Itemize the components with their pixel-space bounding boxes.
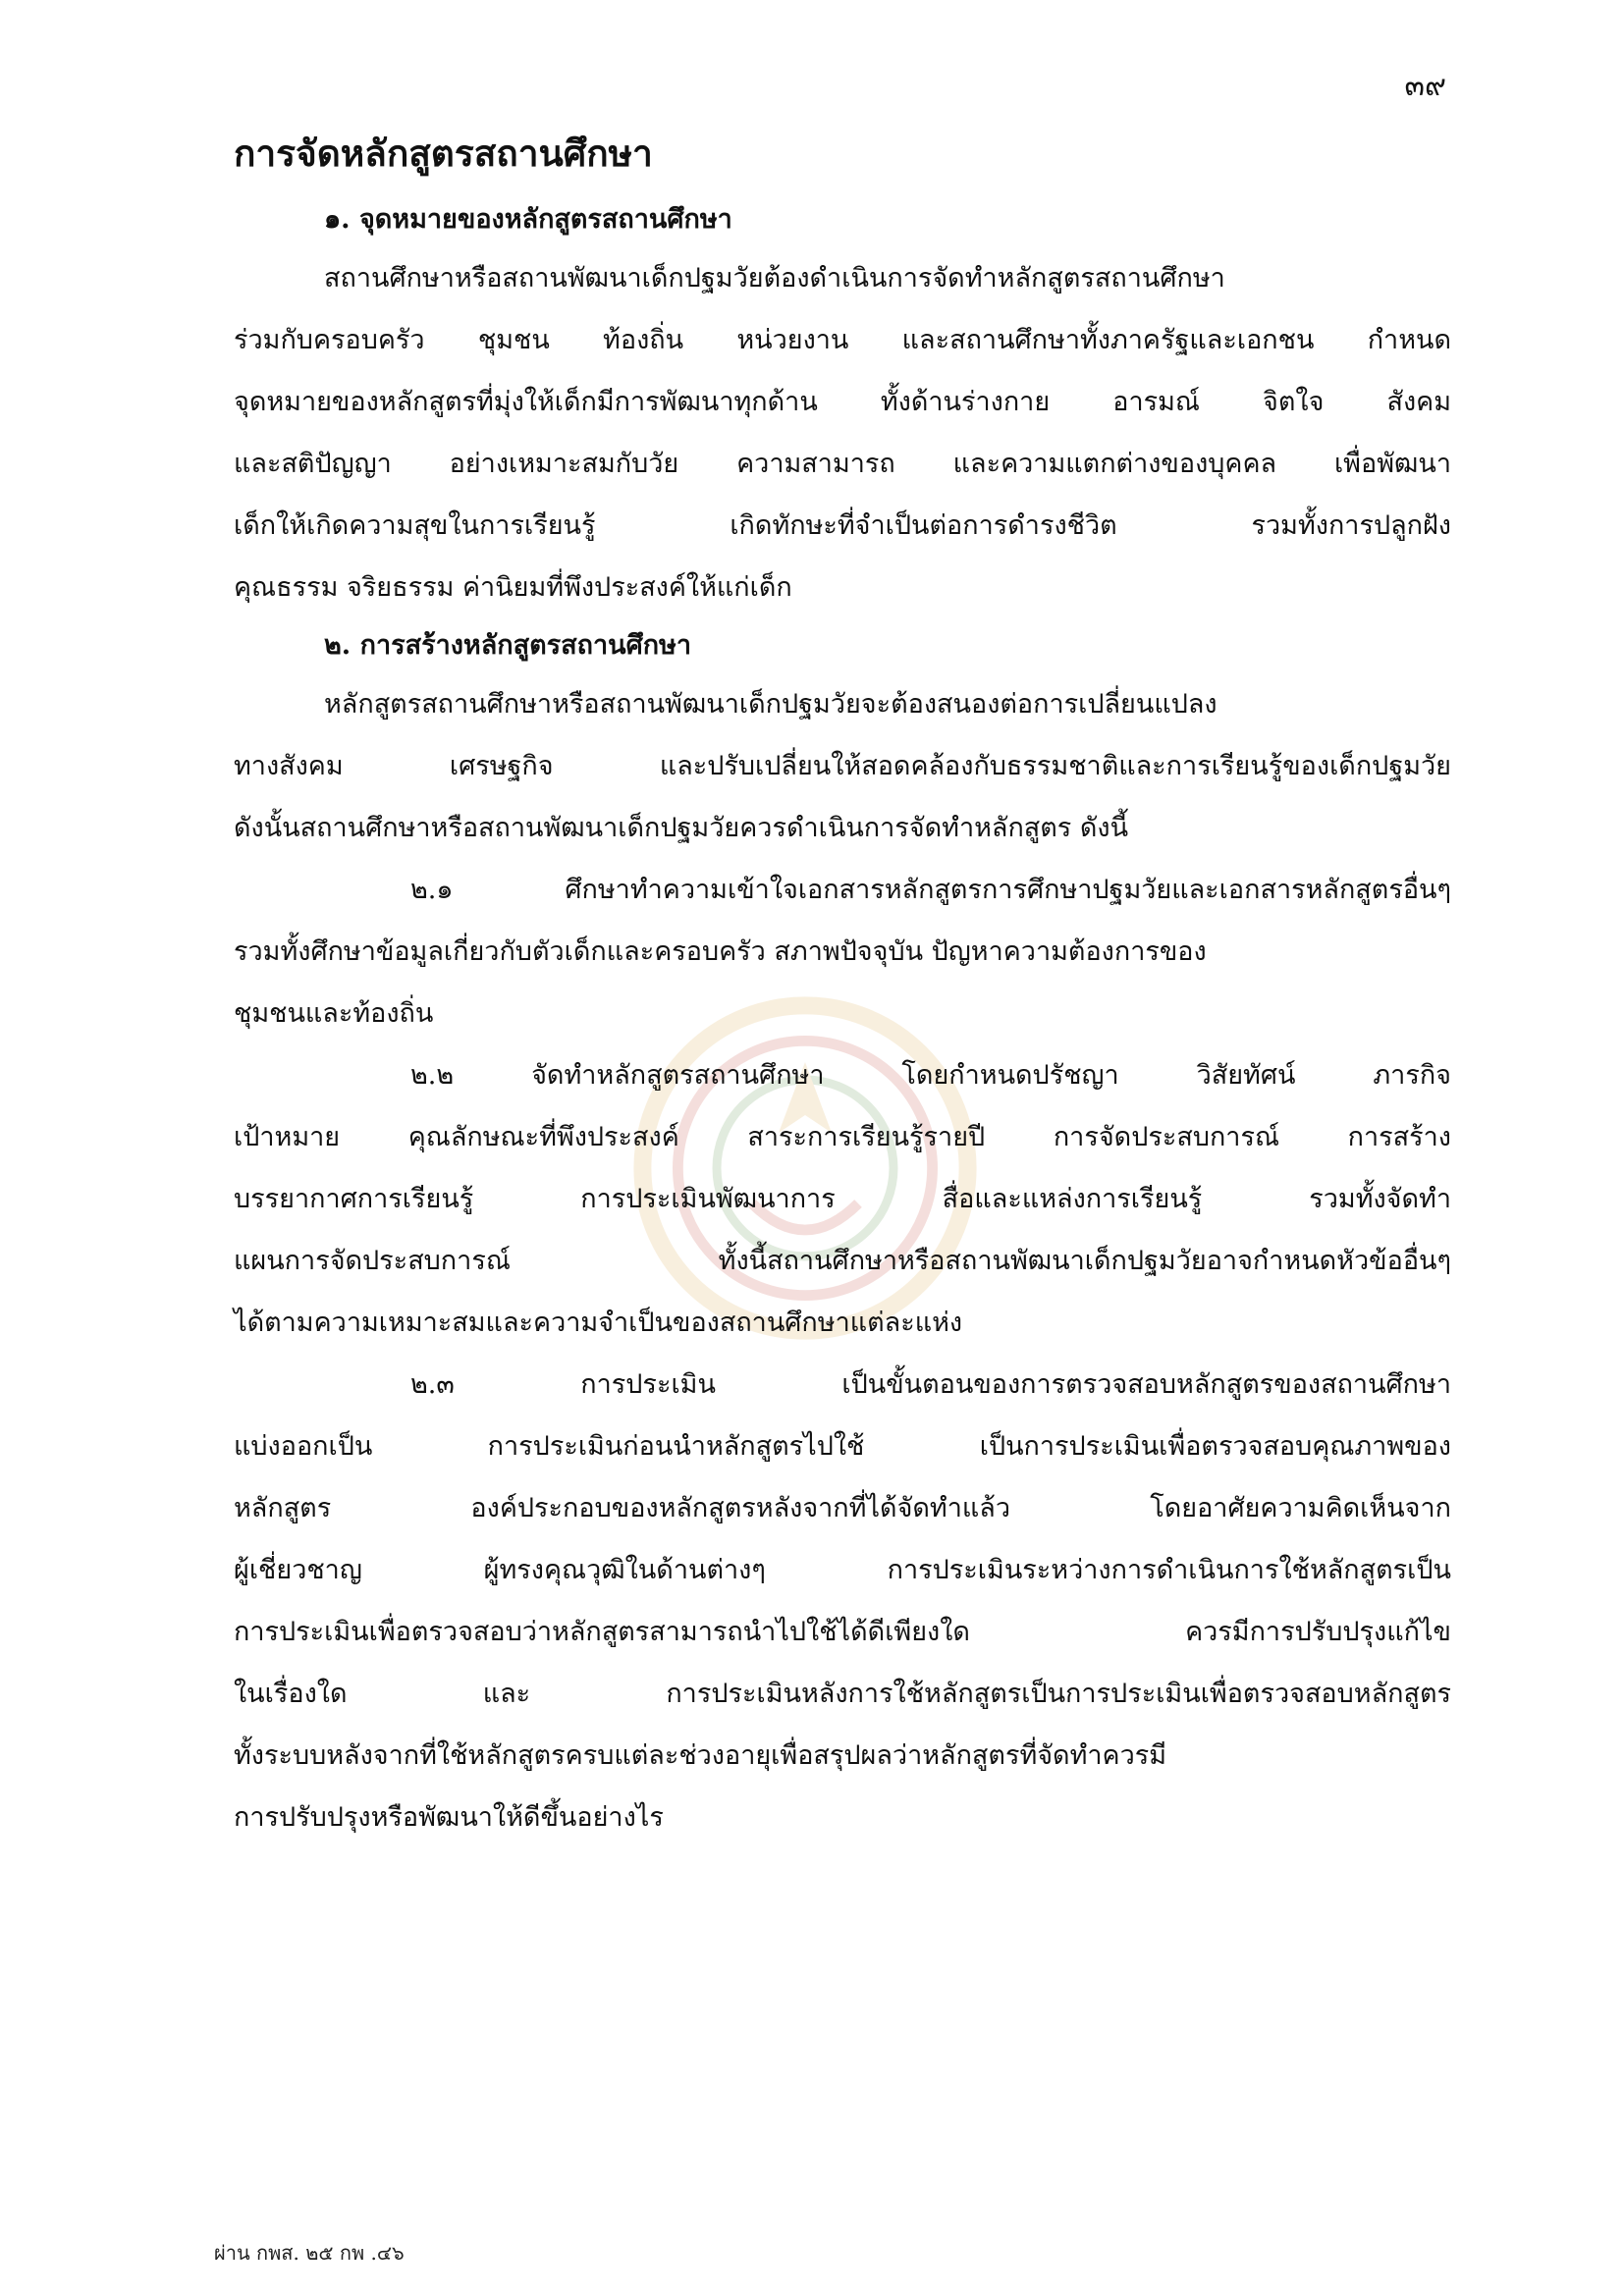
page-title: การจัดหลักสูตรสถานศึกษา — [234, 132, 653, 175]
paragraph-line: แผนการจัดประสบการณ์ ทั้งนี้สถานศึกษาหรือสถานพัฒนาเด็กปฐมวัยอาจกำหนดหัวข้ออื่นๆ — [234, 1246, 1451, 1276]
item-2-2 — [234, 1044, 1451, 1354]
paragraph-line: ๒.๓ การประเมิน เป็นขั้นตอนของการตรวจสอบหลักสูตรของสถานศึกษา — [410, 1369, 1451, 1400]
paragraph-line: เด็กให้เกิดความสุขในการเรียนรู้ เกิดทักษะที่จำเป็นต่อการดำรงชีวิต รวมทั้งการปลูกฝัง — [234, 510, 1451, 541]
document-body — [234, 126, 1451, 1848]
paragraph-line: ได้ตามความเหมาะสมและความจำเป็นของสถานศึกษาแต่ละแห่ง — [234, 1308, 963, 1338]
paragraph-line: ผู้เชี่ยวชาญ ผู้ทรงคุณวุฒิในด้านต่างๆ การประเมินระหว่างการดำเนินการใช้หลักสูตรเป็น — [234, 1555, 1451, 1585]
section-2-intro — [234, 673, 1451, 859]
paragraph-line: การปรับปรุงหรือพัฒนาให้ดีขึ้นอย่างไร — [234, 1802, 664, 1833]
paragraph-line: หลักสูตรสถานศึกษาหรือสถานพัฒนาเด็กปฐมวัยจะต้องสนองต่อการเปลี่ยนแปลง — [324, 689, 1217, 720]
item-2-3 — [234, 1354, 1451, 1848]
paragraph-line: สถานศึกษาหรือสถานพัฒนาเด็กปฐมวัยต้องดำเนินการจัดทำหลักสูตรสถานศึกษา — [324, 263, 1225, 294]
paragraph-line: คุณธรรม จริยธรรม ค่านิยมที่พึงประสงค์ให้แก่เด็ก — [234, 572, 792, 603]
paragraph-line: ทางสังคม เศรษฐกิจ และปรับเปลี่ยนให้สอดคล้องกับธรรมชาติและการเรียนรู้ของเด็กปฐมวัย — [234, 751, 1451, 781]
paragraph-line: ทั้งระบบหลังจากที่ใช้หลักสูตรครบแต่ละช่วงอายุเพื่อสรุปผลว่าหลักสูตรที่จัดทำควรมี — [234, 1740, 1167, 1771]
paragraph-line: ดังนั้นสถานศึกษาหรือสถานพัฒนาเด็กปฐมวัยควรดำเนินการจัดทำหลักสูตร ดังนี้ — [234, 813, 1129, 843]
paragraph-line: เป้าหมาย คุณลักษณะที่พึงประสงค์ สาระการเรียนรู้รายปี การจัดประสบการณ์ การสร้าง — [234, 1122, 1451, 1152]
paragraph-line: บรรยากาศการเรียนรู้ การประเมินพัฒนาการ สื่อและแหล่งการเรียนรู้ รวมทั้งจัดทำ — [234, 1184, 1451, 1214]
paragraph-line: ชุมชนและท้องถิ่น — [234, 998, 434, 1029]
item-2-1 — [234, 859, 1451, 1044]
footer-note: ผ่าน กพส. ๒๕ กพ .๔๖ — [214, 2241, 405, 2265]
paragraph-line: หลักสูตร องค์ประกอบของหลักสูตรหลังจากที่ได้จัดทำแล้ว โดยอาศัยความคิดเห็นจาก — [234, 1493, 1451, 1523]
section-2-title: ๒. การสร้างหลักสูตรสถานศึกษา — [324, 630, 692, 661]
paragraph-line: รวมทั้งศึกษาข้อมูลเกี่ยวกับตัวเด็กและครอบครัว สภาพปัจจุบัน ปัญหาความต้องการของ — [234, 936, 1207, 967]
page-number: ๓๙ — [1404, 69, 1446, 103]
paragraph-line: ร่วมกับครอบครัว ชุมชน ท้องถิ่น หน่วยงาน และสถานศึกษาทั้งภาครัฐและเอกชน กำหนด — [234, 325, 1451, 355]
paragraph-line: และสติปัญญา อย่างเหมาะสมกับวัย ความสามารถ และความแตกต่างของบุคคล เพื่อพัฒนา — [234, 449, 1451, 479]
paragraph-line: แบ่งออกเป็น การประเมินก่อนนำหลักสูตรไปใช้ เป็นการประเมินเพื่อตรวจสอบคุณภาพของ — [234, 1431, 1451, 1462]
section-1-title: ๑. จุดหมายของหลักสูตรสถานศึกษา — [324, 204, 732, 235]
paragraph-line: จุดหมายของหลักสูตรที่มุ่งให้เด็กมีการพัฒนาทุกด้าน ทั้งด้านร่างกาย อารมณ์ จิตใจ สังคม — [234, 387, 1451, 417]
paragraph-line: ๒.๑ ศึกษาทำความเข้าใจเอกสารหลักสูตรการศึกษาปฐมวัยและเอกสารหลักสูตรอื่นๆ — [410, 875, 1451, 905]
section-1-paragraph — [234, 247, 1451, 618]
paragraph-line: ในเรื่องใด และ การประเมินหลังการใช้หลักสูตรเป็นการประเมินเพื่อตรวจสอบหลักสูตร — [234, 1679, 1451, 1709]
paragraph-line: การประเมินเพื่อตรวจสอบว่าหลักสูตรสามารถนำไปใช้ได้ดีเพียงใด ควรมีการปรับปรุงแก้ไข — [234, 1617, 1451, 1647]
paragraph-line: ๒.๒ จัดทำหลักสูตรสถานศึกษา โดยกำหนดปรัชญา วิสัยทัศน์ ภารกิจ — [410, 1060, 1451, 1091]
